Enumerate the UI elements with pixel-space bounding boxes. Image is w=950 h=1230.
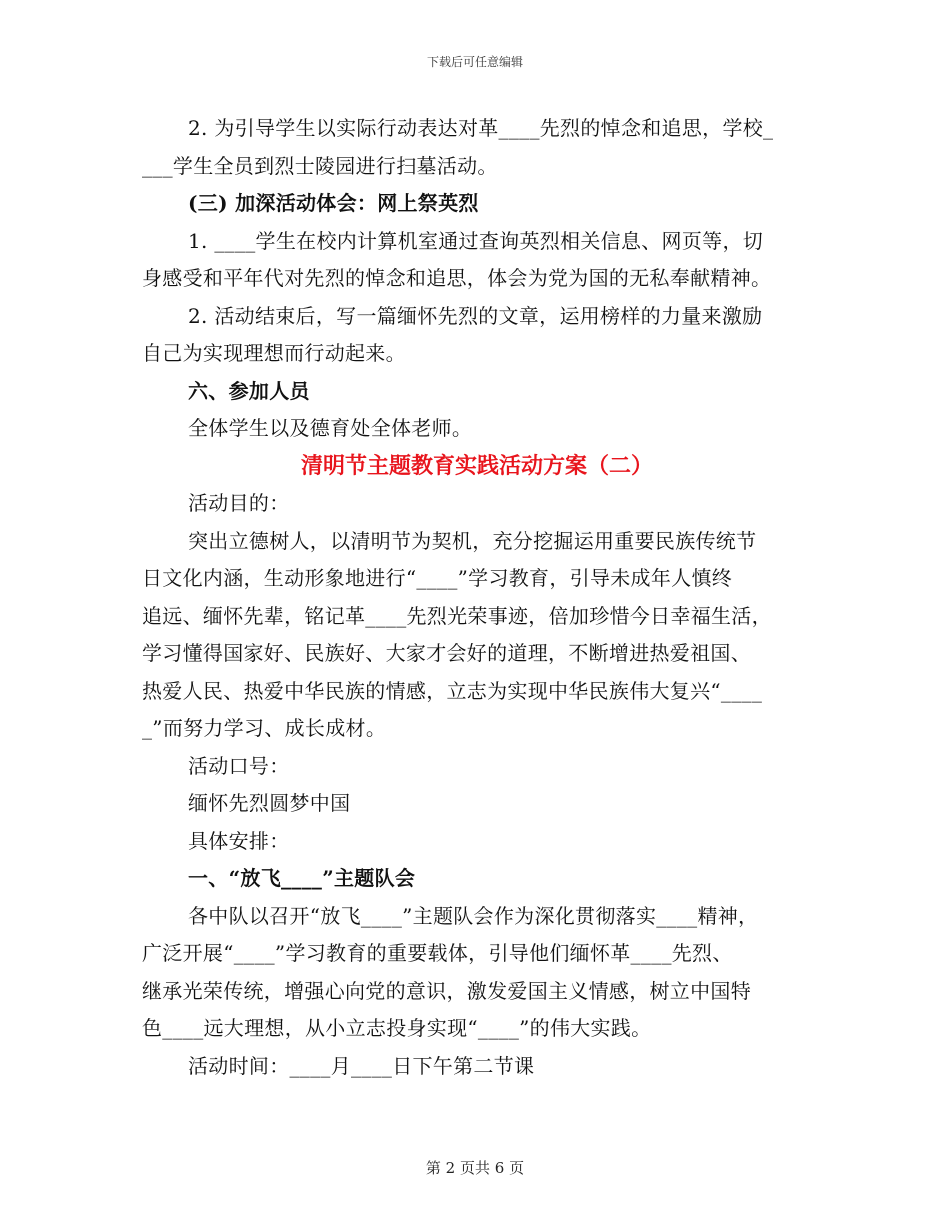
paragraph-line: 具体安排： [188, 828, 290, 853]
paragraph-line: 追远、缅怀先辈，铭记革____先烈光荣事迹，倍加珍惜今日幸福生活， [142, 603, 772, 628]
paragraph-line: 全体学生以及德育处全体老师。 [188, 416, 473, 440]
paragraph-line: 继承光荣传统，增强心向党的意识，激发爱国主义情感，树立中国特 [142, 978, 751, 1003]
paragraph-line: 活动口号： [188, 753, 290, 778]
section-heading: 一、“放飞____”主题队会 [188, 866, 416, 890]
paragraph-line: 日文化内涵，生动形象地进行“____”学习教育，引导未成年人慎终 [142, 566, 733, 590]
paragraph-line: 学习懂得国家好、民族好、大家才会好的道理，不断增进热爱祖国、 [142, 641, 751, 665]
page-footer: 第 2 页共 6 页 [425, 1159, 525, 1177]
paragraph-line: 缅怀先烈圆梦中国 [188, 791, 351, 815]
paragraph-line: 2. 为引导学生以实际行动表达对革____先烈的悼念和追思，学校_ [188, 116, 774, 140]
paragraph-line: 1. ____学生在校内计算机室通过查询英烈相关信息、网页等，切 [188, 228, 764, 253]
paragraph-line: 突出立德树人，以清明节为契机，充分挖掘运用重要民族传统节 [188, 528, 757, 553]
paragraph-line: 自己为实现理想而行动起来。 [142, 341, 406, 365]
paragraph-line: _”而努力学习、成长成材。 [142, 716, 387, 740]
paragraph-line: 各中队以召开“放飞____”主题队会作为深化贯彻落实____精神， [188, 903, 759, 928]
paragraph-line: 身感受和平年代对先烈的悼念和追思，体会为党为国的无私奉献精神。 [142, 266, 772, 290]
paragraph-line: ___学生全员到烈士陵园进行扫墓活动。 [142, 153, 498, 178]
paragraph-line: 广泛开展“____”学习教育的重要载体，引导他们缅怀革____先烈、 [142, 941, 733, 965]
paragraph-line: 活动时间：____月____日下午第二节课 [188, 1053, 535, 1078]
document-title: 清明节主题教育实践活动方案（二） [300, 452, 653, 479]
section-heading: 六、参加人员 [188, 378, 310, 403]
section-heading: (三) 加深活动体会：网上祭英烈 [188, 191, 479, 215]
paragraph-line: 热爱人民、热爱中华民族的情感，立志为实现中华民族伟大复兴“____ [142, 678, 763, 703]
paragraph-line: 色____远大理想，从小立志投身实现“____”的伟大实践。 [142, 1016, 652, 1040]
page-header: 下载后可任意编辑 [426, 55, 523, 69]
paragraph-line: 2. 活动结束后，写一篇缅怀先烈的文章，运用榜样的力量来激励 [188, 303, 763, 328]
paragraph-line: 活动目的： [188, 491, 290, 515]
document-body [142, 110, 812, 1085]
